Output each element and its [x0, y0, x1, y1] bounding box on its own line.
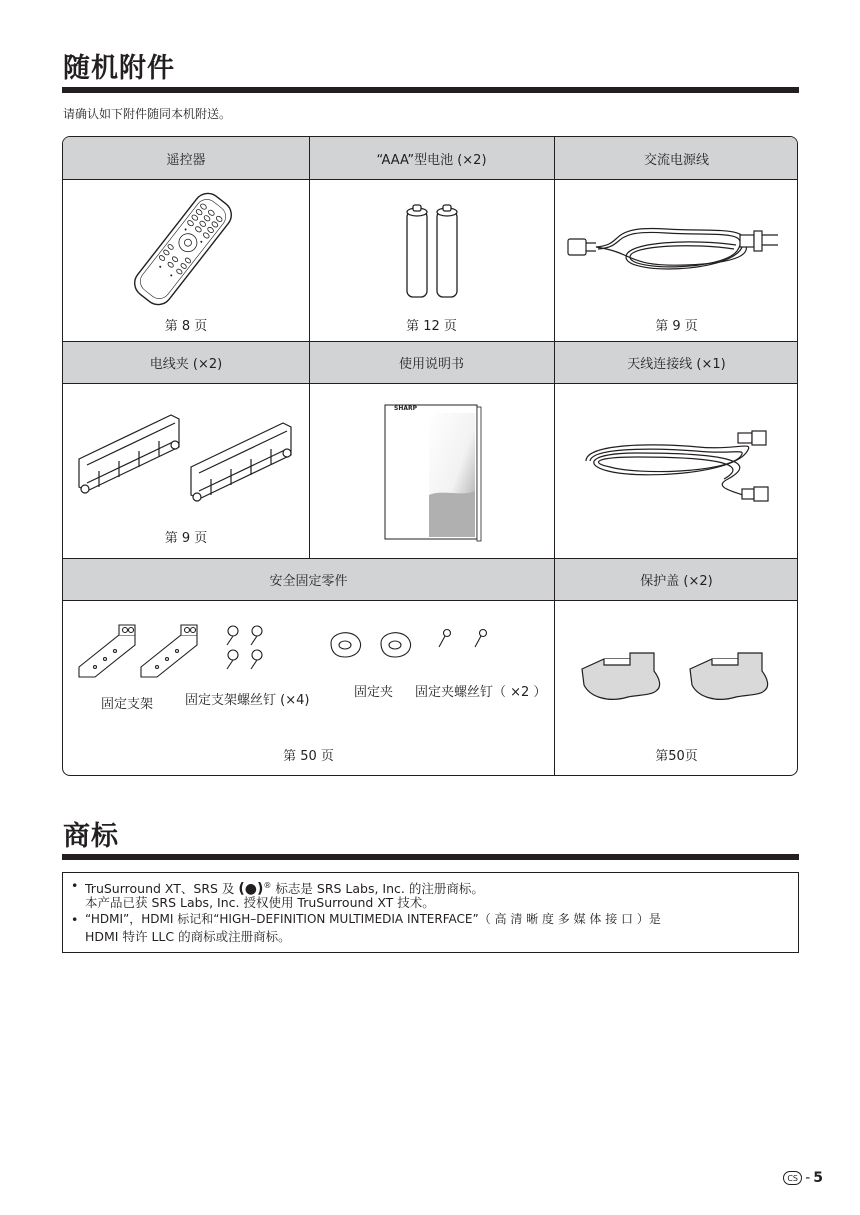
ac-cord-page-ref: 第 9 页 — [655, 319, 698, 334]
grid-line — [63, 558, 798, 559]
header-manual: 使用说明书 — [309, 341, 554, 383]
page-title: 随机附件 — [63, 53, 175, 84]
grid-line — [63, 179, 798, 180]
cable-clamps-image — [75, 407, 300, 503]
clamp-label: 固定夹 — [354, 685, 394, 700]
footer-separator: - — [805, 1170, 811, 1186]
header-cable-clamp: 电线夹 (×2) — [63, 341, 309, 383]
trademark-line: “HDMI”，HDMI 标记和“HIGH–DEFINITION MULTIMEDIA INTERFACE”（ 高 清 晰 度 多 媒 体 接 口 ）是 — [85, 912, 661, 926]
trademarks-rule — [62, 854, 799, 860]
title-rule — [62, 87, 799, 93]
page-number: 5 — [813, 1170, 823, 1186]
header-cover: 保护盖 (×2) — [554, 558, 798, 600]
bullet: • — [71, 878, 79, 893]
grid-line — [63, 383, 798, 384]
trademark-text: 标志是 SRS Labs, Inc. 的注册商标。 — [275, 881, 484, 897]
header-batteries: “AAA”型电池 (×2) — [309, 137, 554, 179]
batteries-page-ref: 第 12 页 — [406, 319, 457, 334]
cable-clamp-page-ref: 第 9 页 — [164, 531, 208, 546]
trademarks-box — [62, 872, 799, 953]
remote-page-ref: 第 8 页 — [164, 319, 208, 334]
ac-cord-image — [566, 215, 788, 281]
remote-control-image — [118, 185, 248, 313]
language-badge: CS — [783, 1171, 802, 1185]
bracket-screws-label: 固定支架螺丝钉 (×4) — [185, 693, 310, 708]
trademark-line: HDMI 特许 LLC 的商标或注册商标。 — [85, 929, 291, 944]
cover-page-ref: 第50页 — [655, 749, 698, 764]
clamp-screws-label: 固定夹螺丝钉（ ×2 ） — [415, 685, 547, 700]
header-antenna-cable: 天线连接线 (×1) — [554, 341, 798, 383]
trademarks-title: 商标 — [63, 821, 119, 852]
header-ac-cord: 交流电源线 — [554, 137, 798, 179]
trademark-text: TruSurround XT、SRS 及 — [85, 881, 235, 897]
accessories-table — [62, 136, 798, 776]
bullet: • — [71, 912, 79, 927]
protective-covers-image — [578, 645, 784, 711]
grid-line — [63, 600, 798, 601]
safety-parts-image — [75, 623, 555, 683]
trademark-line: 本产品已获 SRS Labs, Inc. 授权使用 TruSurround XT 技术。 — [85, 895, 435, 910]
intro-text: 请确认如下附件随同本机附送。 — [63, 107, 232, 121]
page-footer — [783, 1170, 823, 1186]
safety-parts-page-ref: 第 50 页 — [283, 749, 334, 764]
antenna-cable-image — [578, 423, 776, 505]
grid-line — [63, 341, 798, 342]
manual-brand: SHARP — [394, 405, 418, 412]
srs-logo: (●) — [238, 881, 264, 898]
grid-line — [309, 137, 310, 558]
registered-mark: ® — [263, 881, 272, 890]
header-safety-parts: 安全固定零件 — [63, 558, 554, 600]
header-remote: 遥控器 — [63, 137, 309, 179]
operation-manual-image — [383, 403, 485, 543]
bracket-label: 固定支架 — [101, 697, 154, 712]
aaa-batteries-image — [403, 203, 463, 301]
